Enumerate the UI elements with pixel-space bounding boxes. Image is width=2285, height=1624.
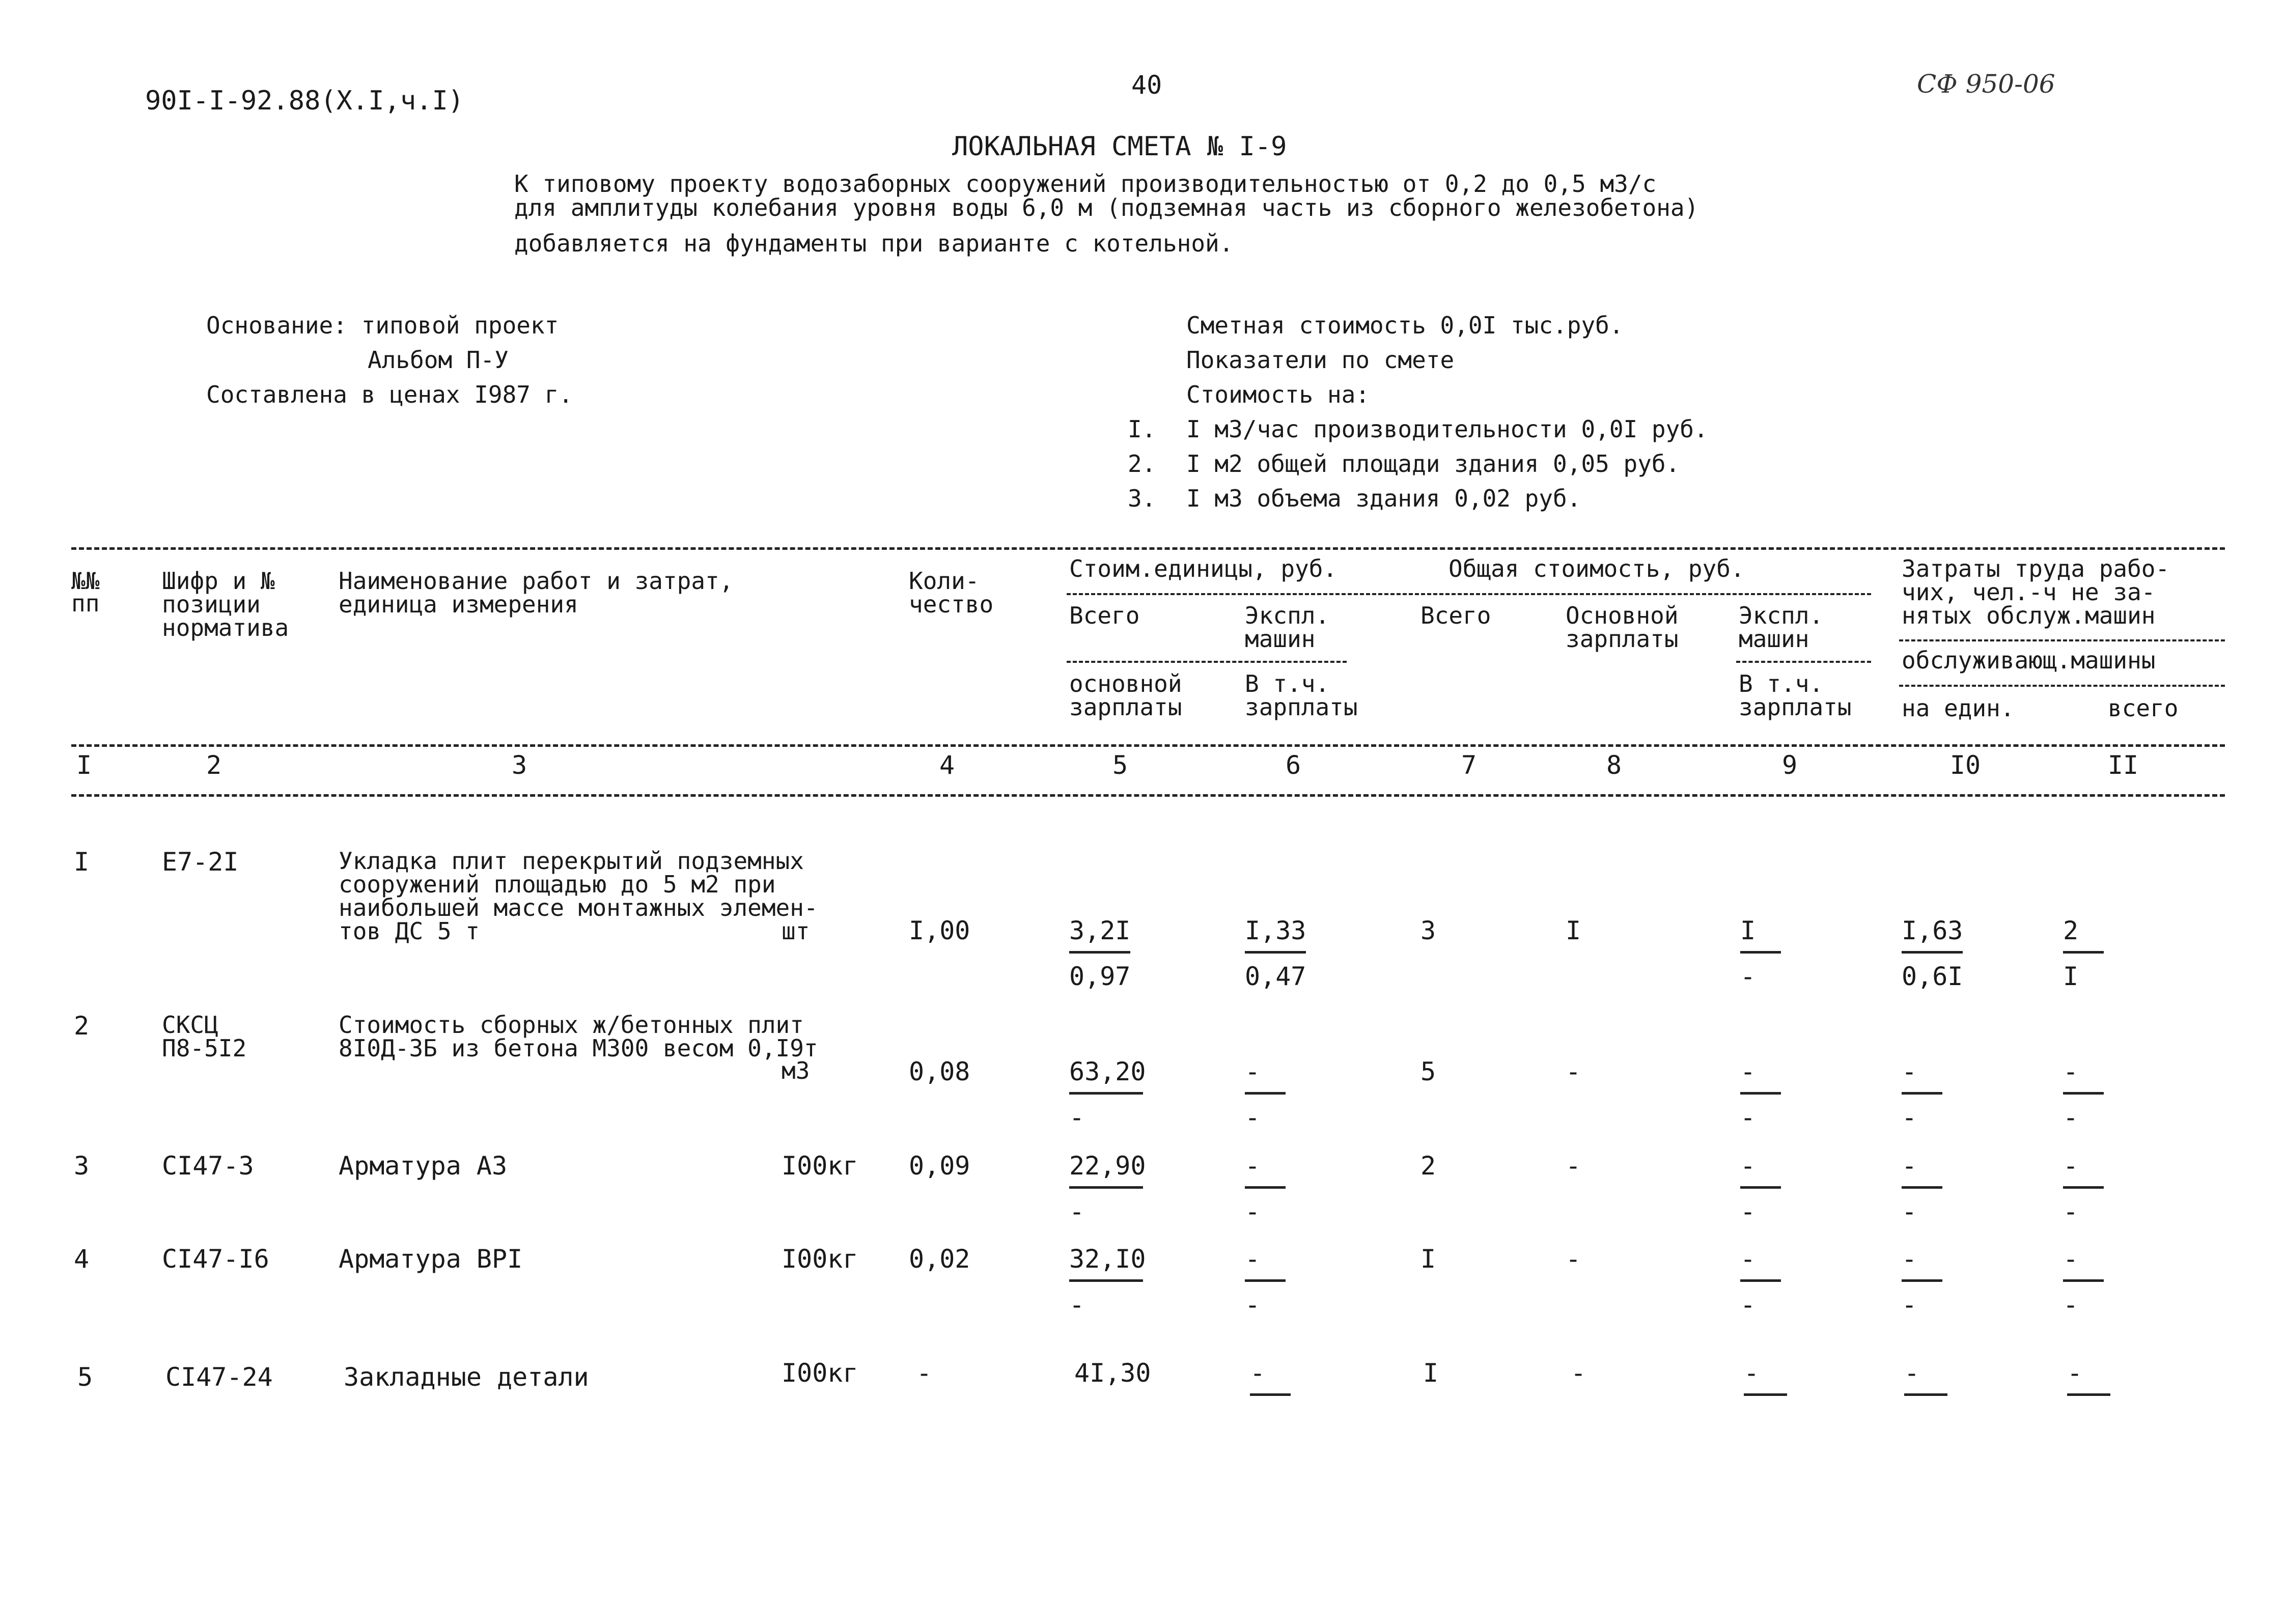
cell-labor-unit: - — [1902, 1244, 1917, 1274]
header-machines: обслуживающ.машины — [1902, 647, 2156, 674]
header-total-salary: Основной — [1566, 602, 1679, 629]
cell-total: 2 — [1420, 1151, 1436, 1181]
cell-total-salary: - — [1566, 1244, 1581, 1274]
header-total-expl: Экспл. — [1739, 602, 1824, 629]
fraction-bar — [1245, 1092, 1286, 1095]
cell-total-expl-salary: - — [1740, 962, 1756, 991]
cell-total-expl-salary: - — [1740, 1197, 1756, 1226]
header-total-all: Всего — [1420, 602, 1491, 629]
header-bottom-rule — [71, 744, 2225, 747]
cell-total-expl-salary: - — [1740, 1103, 1756, 1132]
header-unit-all: Всего — [1069, 602, 1140, 629]
cell-unit-expl: - — [1245, 1057, 1261, 1086]
page-number: 40 — [1131, 70, 1162, 100]
fraction-bar — [2063, 1092, 2104, 1095]
row-number: 4 — [74, 1244, 90, 1274]
cell-labor-total: 2 — [2063, 916, 2079, 945]
cell-unit-expl: - — [1245, 1151, 1261, 1181]
cell-unit-expl-salary: - — [1245, 1290, 1261, 1320]
row-unit: шт — [782, 917, 810, 945]
header-incl-salary: В т.ч. — [1245, 670, 1330, 697]
fraction-bar — [1740, 1186, 1781, 1189]
header-npp: пп — [71, 590, 100, 617]
cell-unit-expl-salary: - — [1245, 1197, 1261, 1226]
header-labor: чих, чел.-ч не за- — [1902, 578, 2156, 606]
cell-unit-salary: 0,97 — [1069, 962, 1131, 991]
document-title: ЛОКАЛЬНАЯ СМЕТА № I-9 — [952, 131, 1287, 162]
row-code: Е7-2I — [162, 847, 239, 877]
row-quantity: - — [916, 1358, 932, 1388]
fraction-bar — [1902, 1092, 1942, 1095]
row-name: Стоимость сборных ж/бетонных плит — [339, 1011, 804, 1039]
header-name: единица измерения — [339, 591, 578, 618]
cell-labor-unit: - — [1904, 1358, 1920, 1388]
header-base-salary: зарплаты — [1069, 693, 1182, 721]
cost-item-text: I м3/час производительности 0,0I руб. — [1186, 415, 1708, 443]
header-quantity: Коли- — [909, 567, 980, 595]
header-labor: Затраты труда рабо- — [1902, 555, 2170, 582]
column-number: 7 — [1461, 750, 1477, 780]
cell-unit-expl-salary: 0,47 — [1245, 962, 1306, 991]
row-number: I — [74, 847, 90, 877]
row-name: Арматура ВРI — [339, 1244, 523, 1274]
header-unit-expl: Экспл. — [1245, 602, 1330, 629]
row-unit: I00кг — [782, 1151, 858, 1181]
row-quantity: I,00 — [909, 916, 970, 945]
description-line-1: К типовому проекту водозаборных сооружений производительностью от 0,2 до 0,5 м3/с — [514, 170, 1657, 198]
header-subrule — [1899, 685, 2225, 687]
row-name: Закладные детали — [344, 1362, 589, 1392]
fraction-bar — [1069, 951, 1130, 954]
header-base-salary: основной — [1069, 670, 1182, 697]
row-name: тов ДС 5 т — [339, 917, 480, 945]
cost-item-text: I м2 общей площади здания 0,05 руб. — [1186, 450, 1680, 478]
column-number: II — [2107, 750, 2139, 780]
header-incl-salary: зарплаты — [1739, 693, 1852, 721]
row-name: 8I0Д-3Б из бетона М300 весом 0,I9т — [339, 1034, 818, 1062]
row-number: 5 — [77, 1362, 93, 1392]
cell-machine-unit: 0,6I — [1902, 962, 1963, 991]
cell-labor-total: - — [2063, 1151, 2079, 1181]
cost-per-label: Стоимость на: — [1186, 381, 1370, 408]
cell-unit-salary: - — [1069, 1103, 1085, 1132]
row-unit: м3 — [782, 1057, 810, 1084]
cell-unit-expl: - — [1245, 1244, 1261, 1274]
fraction-bar — [2067, 1393, 2110, 1396]
cell-unit-total: 22,90 — [1069, 1151, 1146, 1181]
cell-labor-total: - — [2063, 1244, 2079, 1274]
cell-unit-total: 4I,30 — [1074, 1358, 1151, 1388]
cell-unit-expl: I,33 — [1245, 916, 1306, 945]
cell-unit-total: 63,20 — [1069, 1057, 1146, 1086]
cell-total-expl: I — [1740, 916, 1756, 945]
column-number: 5 — [1112, 750, 1128, 780]
header-incl-salary: В т.ч. — [1739, 670, 1824, 697]
cell-labor-unit: - — [1902, 1057, 1917, 1086]
fraction-bar — [1902, 1186, 1942, 1189]
header-incl-salary: зарплаты — [1245, 693, 1358, 721]
cell-machine-unit: - — [1902, 1290, 1917, 1320]
cell-machine-total: I — [2063, 962, 2079, 991]
row-code: П8-5I2 — [162, 1034, 247, 1062]
header-sum: всего — [2108, 694, 2179, 722]
header-total-cost: Общая стоимость, руб. — [1448, 555, 1745, 582]
column-number: I — [76, 750, 92, 780]
cell-total-expl: - — [1740, 1244, 1756, 1274]
cell-machine-total: - — [2063, 1197, 2079, 1226]
header-subrule — [1067, 593, 1871, 595]
fraction-bar — [2063, 1279, 2104, 1282]
header-subrule — [1067, 661, 1347, 663]
header-code: норматива — [162, 614, 289, 641]
fraction-bar — [1069, 1186, 1143, 1189]
estimated-cost: Сметная стоимость 0,0I тыс.руб. — [1186, 312, 1624, 339]
row-code: СI47-3 — [162, 1151, 254, 1181]
table-top-rule — [71, 547, 2225, 550]
cell-total-salary: I — [1566, 916, 1581, 945]
header-per-unit: на един. — [1902, 694, 2015, 722]
cell-total: 5 — [1420, 1057, 1436, 1086]
cost-item-number: I. — [1128, 415, 1156, 443]
document-code: 90I-I-92.88(X.I,ч.I) — [145, 86, 464, 116]
cell-unit-total: 32,I0 — [1069, 1244, 1146, 1274]
header-unit-expl: машин — [1245, 625, 1316, 653]
cell-unit-total: 3,2I — [1069, 916, 1131, 945]
column-number: 4 — [939, 750, 955, 780]
cell-total: I — [1423, 1358, 1439, 1388]
fraction-bar — [1069, 1092, 1143, 1095]
header-labor: нятых обслуж.машин — [1902, 602, 2156, 629]
cell-total-expl-salary: - — [1740, 1290, 1756, 1320]
row-unit: I00кг — [782, 1358, 858, 1388]
header-name: Наименование работ и затрат, — [339, 567, 734, 595]
cell-total-salary: - — [1566, 1057, 1581, 1086]
cost-item-number: 3. — [1128, 485, 1156, 512]
description-line-3: добавляется на фундаменты при варианте с котельной. — [514, 230, 1234, 257]
fraction-bar — [1245, 1186, 1286, 1189]
cell-labor-unit: I,63 — [1902, 916, 1963, 945]
fraction-bar — [1069, 1279, 1143, 1282]
cell-machine-total: - — [2063, 1290, 2079, 1320]
basis-line-2: Альбом П-У — [368, 346, 509, 374]
cost-item-number: 2. — [1128, 450, 1156, 478]
cell-total-expl: - — [1740, 1057, 1756, 1086]
header-subrule — [1899, 639, 2225, 641]
cell-total: I — [1420, 1244, 1436, 1274]
fraction-bar — [1740, 1092, 1781, 1095]
header-total-salary: зарплаты — [1566, 625, 1679, 653]
handwritten-stamp: СФ 950-06 — [1917, 69, 2055, 99]
row-quantity: 0,02 — [909, 1244, 970, 1274]
cell-machine-unit: - — [1902, 1197, 1917, 1226]
column-number: 3 — [511, 750, 527, 780]
row-name: Укладка плит перекрытий подземных — [339, 847, 804, 875]
fraction-bar — [2063, 1186, 2104, 1189]
fraction-bar — [2063, 951, 2104, 954]
row-number: 3 — [74, 1151, 90, 1181]
column-number: 9 — [1781, 750, 1798, 780]
column-number: I0 — [1949, 750, 1981, 780]
column-number: 2 — [206, 750, 222, 780]
cell-unit-expl-salary: - — [1245, 1103, 1261, 1132]
indicators-label: Показатели по смете — [1186, 346, 1455, 374]
fraction-bar — [1245, 951, 1306, 954]
header-subrule — [1736, 661, 1871, 663]
cost-item-text: I м3 объема здания 0,02 руб. — [1186, 485, 1581, 512]
cell-labor-unit: - — [1902, 1151, 1917, 1181]
cell-total-expl: - — [1740, 1151, 1756, 1181]
row-name: Арматура А3 — [339, 1151, 508, 1181]
fraction-bar — [1245, 1279, 1286, 1282]
cell-unit-salary: - — [1069, 1290, 1085, 1320]
column-number: 8 — [1606, 750, 1622, 780]
column-number: 6 — [1285, 750, 1301, 780]
fraction-bar — [1902, 1279, 1942, 1282]
cell-unit-salary: - — [1069, 1197, 1085, 1226]
row-quantity: 0,09 — [909, 1151, 970, 1181]
cell-total: 3 — [1420, 916, 1436, 945]
cell-total-expl: - — [1744, 1358, 1760, 1388]
header-code: позиции — [162, 591, 261, 618]
row-number: 2 — [74, 1011, 90, 1041]
row-code: СКСЦ — [162, 1011, 218, 1039]
cell-machine-total: - — [2063, 1103, 2079, 1132]
fraction-bar — [1740, 951, 1781, 954]
cell-total-salary: - — [1571, 1358, 1586, 1388]
column-number-rule — [71, 794, 2225, 797]
fraction-bar — [1250, 1393, 1291, 1396]
fraction-bar — [1744, 1393, 1787, 1396]
row-name: наибольшей массе монтажных элемен- — [339, 894, 818, 921]
fraction-bar — [1902, 951, 1963, 954]
row-code: СI47-I6 — [162, 1244, 269, 1274]
row-name: сооружений площадью до 5 м2 при — [339, 871, 776, 898]
row-code: СI47-24 — [165, 1362, 273, 1392]
cell-machine-unit: - — [1902, 1103, 1917, 1132]
header-code: Шифр и № — [162, 567, 275, 595]
row-quantity: 0,08 — [909, 1057, 970, 1086]
basis-line-1: Основание: типовой проект — [206, 312, 559, 339]
fraction-bar — [1904, 1393, 1947, 1396]
fraction-bar — [1740, 1279, 1781, 1282]
row-unit: I00кг — [782, 1244, 858, 1274]
header-quantity: чество — [909, 591, 994, 618]
description-line-2: для амплитуды колебания уровня воды 6,0 м (подземная часть из сборного железобетона) — [514, 194, 1699, 221]
cell-labor-total: - — [2063, 1057, 2079, 1086]
cell-labor-total: - — [2067, 1358, 2083, 1388]
header-unit-cost: Стоим.единицы, руб. — [1069, 555, 1337, 582]
header-npp: №№ — [71, 567, 100, 595]
header-total-expl: машин — [1739, 625, 1809, 653]
cell-total-salary: - — [1566, 1151, 1581, 1181]
basis-line-3: Составлена в ценах I987 г. — [206, 381, 573, 408]
cell-unit-expl: - — [1250, 1358, 1266, 1388]
